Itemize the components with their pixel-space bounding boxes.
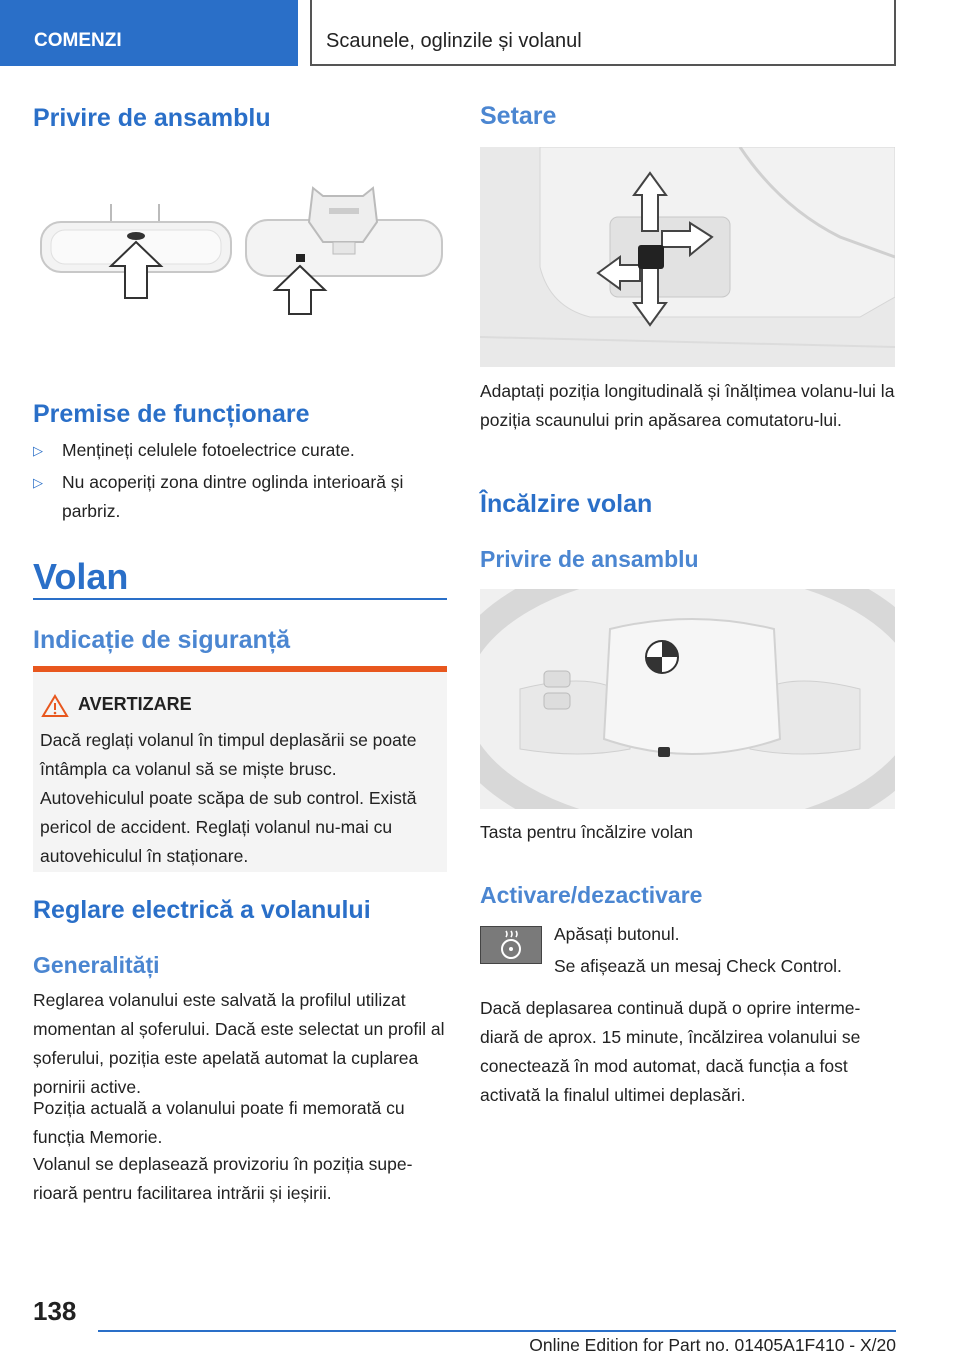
heating-button[interactable] — [480, 926, 542, 964]
activation-step-1: Apăsați butonul. — [554, 924, 680, 944]
activation-step-2: Se afișează un mesaj Check Control. — [554, 956, 842, 976]
general-paragraph-2: Poziția actuală a volanului poate fi memorată cu funcția Memorie. — [33, 1098, 405, 1147]
steering-adjust-figure — [480, 147, 895, 367]
steering-wheel-heating-icon — [481, 927, 541, 963]
chapter-title: Scaunele, oglinzile și volanul — [326, 30, 582, 52]
volan-heading: Volan — [33, 556, 129, 597]
footer-edition: Online Edition for Part no. 01405A1F410 - X/20 — [529, 1335, 896, 1355]
bullet-triangle-icon: ▷ — [33, 475, 43, 490]
safety-heading: Indicație de siguranță — [33, 626, 291, 654]
list-item — [33, 436, 447, 466]
list-item-text: Mențineți celulele fotoelectrice curate. — [62, 440, 355, 460]
list-item — [33, 468, 447, 528]
bullet-triangle-icon: ▷ — [33, 443, 43, 458]
setare-heading: Setare — [480, 102, 557, 130]
premise-heading: Premise de funcționare — [33, 400, 310, 428]
footer-rule — [98, 1330, 896, 1332]
electric-adjust-heading: Reglare electrică a volanului — [33, 896, 371, 924]
activation-heading: Activare/dezactivare — [480, 882, 703, 908]
steering-column-switch-illustration — [480, 147, 895, 367]
general-heading: Generalități — [33, 952, 160, 978]
heating-overview-heading: Privire de ansamblu — [480, 546, 699, 572]
header-divider — [310, 0, 312, 66]
heating-heading: Încălzire volan — [480, 490, 653, 518]
section-tab: COMENZI — [0, 0, 298, 66]
heating-caption: Tasta pentru încălzire volan — [480, 822, 694, 842]
volan-rule — [33, 598, 447, 600]
list-item-text: Nu acoperiți zona dintre oglinda interioară și parbriz. — [62, 472, 404, 521]
overview-heading: Privire de ansamblu — [33, 104, 271, 132]
steering-wheel-illustration — [480, 589, 895, 809]
header-underline — [310, 64, 896, 66]
warning-text: Dacă reglați volanul în timpul deplasării se poate întâmpla ca volanul să se miște brusc. Autovehiculul poate scăpa de sub control. Există pericol de accident. Reglați volanul nu-mai cu autovehiculul în staționare. — [40, 730, 417, 866]
mirror-illustration — [33, 182, 447, 330]
page-number: 138 — [33, 1296, 77, 1326]
warning-triangle-icon — [41, 694, 69, 718]
general-paragraph-1: Reglarea volanului este salvată la profilul utilizat momentan al șoferului. Dacă este selectat un profil al șoferului, poziția este apelată automat la cuplarea pornirii active. — [33, 990, 445, 1097]
general-paragraph-3: Volanul se deplasează provizoriu în poziția supe-rioară pentru facilitarea intrării și ieșirii. — [33, 1154, 413, 1203]
warning-title: AVERTIZARE — [78, 694, 192, 714]
mirror-sensors-figure — [33, 182, 447, 330]
steering-wheel-figure — [480, 589, 895, 809]
header-divider-right — [894, 0, 896, 66]
heating-paragraph: Dacă deplasarea continuă după o oprire interme-diară de aprox. 15 minute, încălzirea volanului se conectează în mod automat, dacă funcția a fost activată la finalul ultimei deplasări. — [480, 998, 861, 1105]
setare-caption: Adaptați poziția longitudinală și înălțimea volanu-lui la poziția scaunului prin apăsarea comutatoru-lui. — [480, 381, 895, 430]
